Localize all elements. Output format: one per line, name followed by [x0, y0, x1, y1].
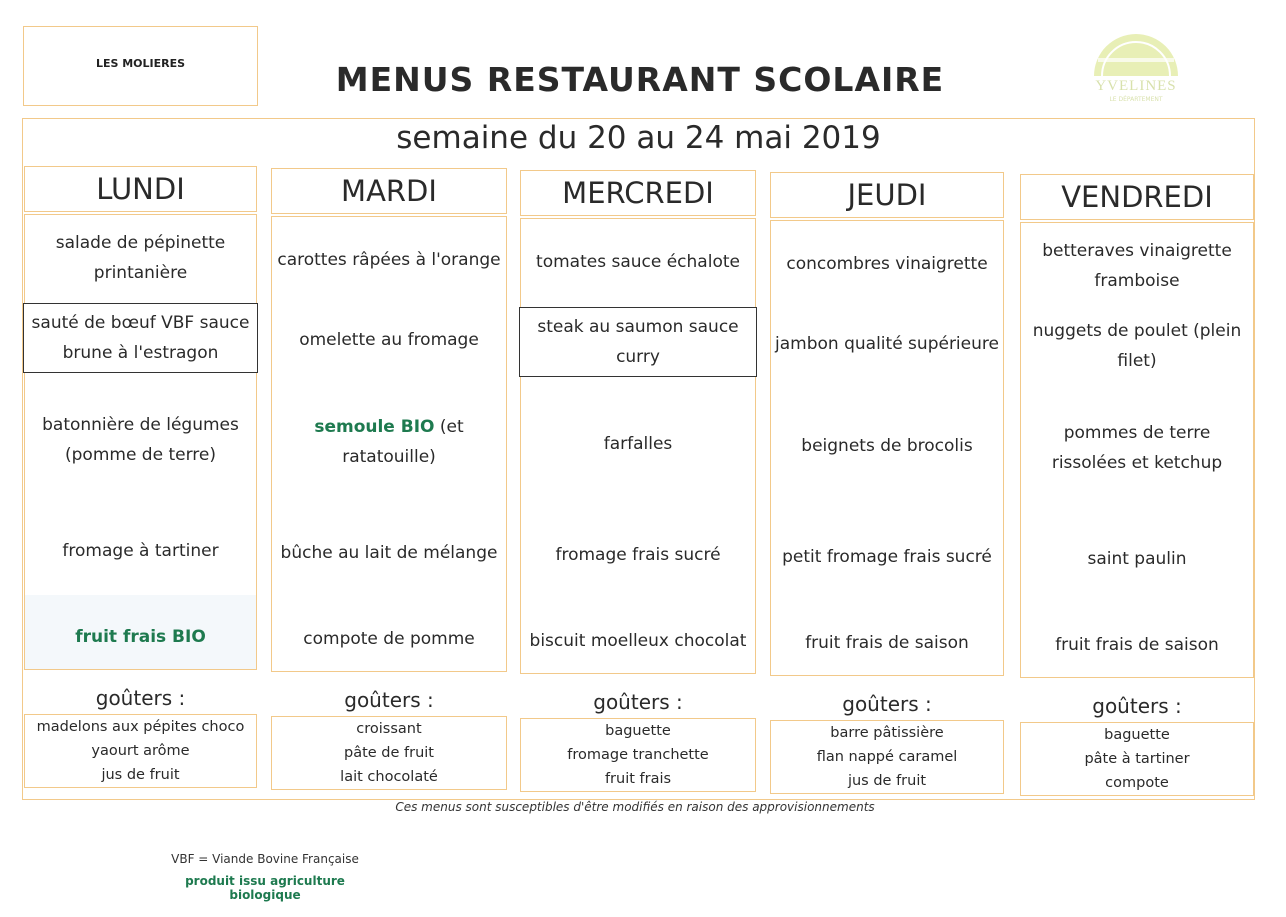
day-header: VENDREDI [1020, 174, 1254, 220]
dish-text: carottes râpées à l'orange [277, 250, 501, 270]
day-column-mercredi [520, 170, 756, 792]
dish-panel [1020, 222, 1254, 678]
page-title: MENUS RESTAURANT SCOLAIRE [335, 60, 945, 99]
day-header: LUNDI [24, 166, 257, 212]
gouters-list [271, 716, 507, 790]
gouter-item: fromage tranchette [567, 747, 709, 763]
gouters-label: goûters : [1092, 694, 1182, 718]
gouter-item: lait chocolaté [340, 769, 438, 785]
dish-item [23, 303, 258, 373]
dish-item [521, 515, 755, 595]
dish-text: beignets de brocolis [801, 436, 973, 456]
dish-text: fromage frais sucré [555, 545, 721, 565]
day-header: MARDI [271, 168, 507, 214]
dish-item [521, 399, 755, 489]
gouter-item: baguette [1104, 727, 1170, 743]
dish-text: compote de pomme [303, 629, 475, 649]
school-name: LES MOLIERES [95, 56, 186, 70]
dish-text: steak au saumon sauce curry [537, 317, 739, 367]
logo-arch-icon [1088, 28, 1184, 78]
bio-label: semoule BIO [314, 417, 435, 437]
gouter-item: croissant [356, 721, 422, 737]
gouter-item: compote [1105, 775, 1169, 791]
school-name-box [23, 26, 258, 106]
gouters-list [770, 720, 1004, 794]
dish-item [25, 215, 256, 301]
gouter-item: pâte de fruit [343, 745, 434, 761]
gouter-item: flan nappé caramel [816, 749, 958, 765]
day-header: MERCREDI [520, 170, 756, 216]
day-column-mardi [271, 168, 507, 790]
dish-label: (et ratatouille) [342, 417, 464, 467]
dish-text: fruit frais de saison [805, 633, 969, 653]
week-title: semaine du 20 au 24 mai 2019 [396, 120, 881, 156]
dish-text: saint paulin [1087, 549, 1187, 569]
day-column-vendredi [1020, 174, 1254, 796]
dish-item [25, 511, 256, 591]
dish-item [272, 609, 506, 669]
dish-text: tomates sauce échalote [536, 252, 740, 272]
gouter-item: jus de fruit [101, 767, 180, 783]
dish-item [771, 309, 1003, 379]
dish-text: biscuit moelleux chocolat [529, 631, 747, 651]
day-column-jeudi [770, 172, 1004, 794]
dish-text: sauté de bœuf VBF sauce brune à l'estragon [31, 313, 250, 363]
dish-panel [271, 216, 507, 672]
dish-text: petit fromage frais sucré [782, 547, 992, 567]
day-header: JEUDI [770, 172, 1004, 218]
gouter-item: madelons aux pépites choco [36, 719, 245, 735]
dish-item [25, 395, 256, 485]
dish-text: pommes de terre rissolées et ketchup [1051, 423, 1223, 473]
supply-note: Ces menus sont susceptibles d'être modifiés en raison des approvisionnements [395, 800, 875, 814]
day-column-lundi [24, 166, 257, 788]
dish-text: nuggets de poulet (plein filet) [1032, 321, 1242, 371]
dish-item [272, 513, 506, 593]
dish-item [771, 613, 1003, 673]
dish-text: bûche au lait de mélange [280, 543, 498, 563]
gouter-item: baguette [605, 723, 671, 739]
dish-text: betteraves vinaigrette framboise [1042, 241, 1232, 291]
logo-subtext: LE DÉPARTEMENT [1109, 96, 1163, 103]
dish-item [521, 611, 755, 671]
dish-item [272, 217, 506, 303]
dish-item [1021, 223, 1253, 309]
gouter-item: fruit frais [604, 771, 672, 787]
gouters-label: goûters : [95, 686, 186, 710]
dish-text: fruit frais BIO [75, 627, 206, 647]
dish-text: salade de pépinette printanière [55, 233, 226, 283]
gouters-label: goûters : [344, 688, 434, 712]
yvelines-logo [1088, 28, 1184, 104]
dish-panel [520, 218, 756, 674]
dish-text: farfalles [603, 434, 673, 454]
dish-item [1021, 519, 1253, 599]
legend-bio: produit issu agriculture biologique [185, 874, 345, 902]
dish-text: omelette au fromage [299, 330, 479, 350]
dish-item [272, 397, 506, 487]
dish-text: jambon qualité supérieure [775, 334, 999, 354]
gouters-list [24, 714, 257, 788]
gouter-item: pâte à tartiner [1084, 751, 1190, 767]
logo-text: YVELINES [1095, 78, 1177, 94]
dish-text: fromage à tartiner [62, 541, 219, 561]
dish-panel [24, 214, 257, 670]
dish-item [272, 305, 506, 375]
gouters-label: goûters : [842, 692, 932, 716]
dish-text: fruit frais de saison [1055, 635, 1219, 655]
dish-panel [770, 220, 1004, 676]
dish-item [771, 401, 1003, 491]
dish-item [25, 607, 256, 667]
gouters-label: goûters : [593, 690, 683, 714]
dish-item [521, 219, 755, 305]
gouter-item: yaourt arôme [91, 743, 190, 759]
dish-text: batonnière de légumes (pomme de terre) [42, 415, 239, 465]
dish-item [519, 307, 757, 377]
dish-item [771, 221, 1003, 307]
gouters-list [520, 718, 756, 792]
legend-vbf: VBF = Viande Bovine Française [171, 852, 359, 866]
dish-text [276, 412, 502, 472]
dish-item [1021, 311, 1253, 381]
gouter-item: jus de fruit [847, 773, 927, 789]
gouters-list [1020, 722, 1254, 796]
dish-text: concombres vinaigrette [786, 254, 988, 274]
gouter-item: barre pâtissière [830, 725, 944, 741]
dish-item [1021, 615, 1253, 675]
dish-item [771, 517, 1003, 597]
dish-item [1021, 403, 1253, 493]
